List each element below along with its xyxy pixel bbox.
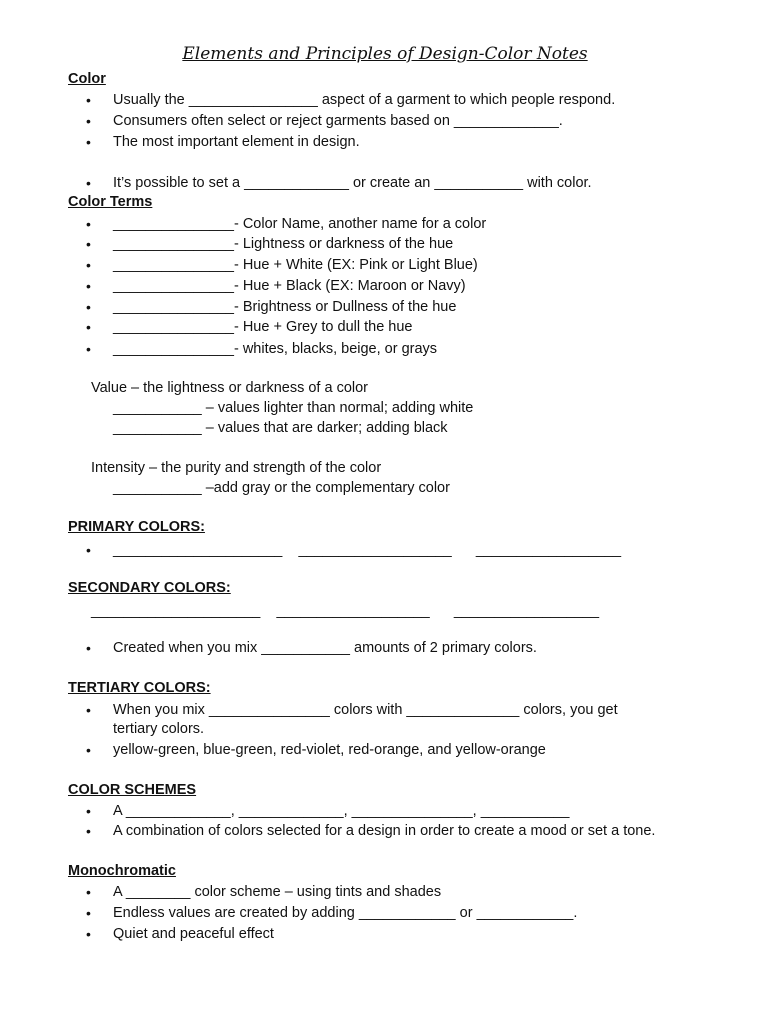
list-item: Created when you mix ___________ amounts of 2 primary colors. <box>113 640 537 656</box>
list-item: Quiet and peaceful effect <box>113 926 274 942</box>
heading-color-schemes: COLOR SCHEMES <box>68 782 197 798</box>
list-item: Usually the ________________ aspect of a garment to which people respond. <box>113 92 616 108</box>
bullet: • <box>86 926 91 942</box>
list-item: _______________- Hue + Grey to dull the hue <box>113 319 413 335</box>
bullet: • <box>86 803 91 819</box>
list-item: _______________- Brightness or Dullness of the hue <box>113 299 457 315</box>
list-item: When you mix _______________ colors with ______________ colors, you get <box>113 702 618 718</box>
list-item: Consumers often select or reject garments based on _____________. <box>113 113 563 129</box>
value-line: ___________ – values lighter than normal; adding white <box>113 400 474 416</box>
heading-color: Color <box>68 71 106 87</box>
bullet: • <box>86 742 91 758</box>
value-line: ___________ – values that are darker; adding black <box>113 420 448 436</box>
bullet: • <box>86 236 91 252</box>
bullet: • <box>86 319 91 335</box>
list-item: _______________- whites, blacks, beige, or grays <box>113 341 438 357</box>
list-item: _______________- Hue + Black (EX: Maroon or Navy) <box>113 278 466 294</box>
list-item: A _____________, _____________, _______________, ___________ <box>113 803 570 819</box>
bullet: • <box>86 216 91 232</box>
bullet: • <box>86 884 91 900</box>
bullet: • <box>86 134 91 150</box>
list-item: The most important element in design. <box>113 134 360 150</box>
bullet: • <box>86 823 91 839</box>
bullet: • <box>86 113 91 129</box>
bullet: • <box>86 299 91 315</box>
list-item: A combination of colors selected for a design in order to create a mood or set a tone. <box>113 823 656 839</box>
page-title: Elements and Principles of Design-Color Notes <box>182 44 588 64</box>
bullet: • <box>86 257 91 273</box>
intensity-line: ___________ –add gray or the complementary color <box>113 480 450 496</box>
heading-primary-colors: PRIMARY COLORS: <box>68 519 205 535</box>
heading-tertiary-colors: TERTIARY COLORS: <box>68 680 211 696</box>
heading-color-terms: Color Terms <box>68 194 153 210</box>
bullet: • <box>86 702 91 718</box>
bullet: • <box>86 92 91 108</box>
list-item: Endless values are created by adding ____________ or ____________. <box>113 905 578 921</box>
bullet: • <box>86 341 91 357</box>
primary-blanks: _____________________ ___________________ __________________ <box>113 542 622 558</box>
bullet: • <box>86 640 91 656</box>
heading-secondary-colors: SECONDARY COLORS: <box>68 580 231 596</box>
list-item: yellow-green, blue-green, red-violet, red-orange, and yellow-orange <box>113 742 546 758</box>
list-item-continuation: tertiary colors. <box>113 721 205 737</box>
list-item: It’s possible to set a _____________ or create an ___________ with color. <box>113 175 592 191</box>
bullet: • <box>86 542 91 558</box>
secondary-blanks: _____________________ ___________________ __________________ <box>91 603 600 619</box>
list-item: A ________ color scheme – using tints and shades <box>113 884 442 900</box>
list-item: _______________- Color Name, another name for a color <box>113 216 487 232</box>
bullet: • <box>86 905 91 921</box>
bullet: • <box>86 278 91 294</box>
bullet: • <box>86 175 91 191</box>
intensity-definition: Intensity – the purity and strength of the color <box>91 460 382 476</box>
value-definition: Value – the lightness or darkness of a color <box>91 380 369 396</box>
list-item: _______________- Lightness or darkness of the hue <box>113 236 454 252</box>
heading-monochromatic: Monochromatic <box>68 863 176 879</box>
list-item: _______________- Hue + White (EX: Pink or Light Blue) <box>113 257 478 273</box>
